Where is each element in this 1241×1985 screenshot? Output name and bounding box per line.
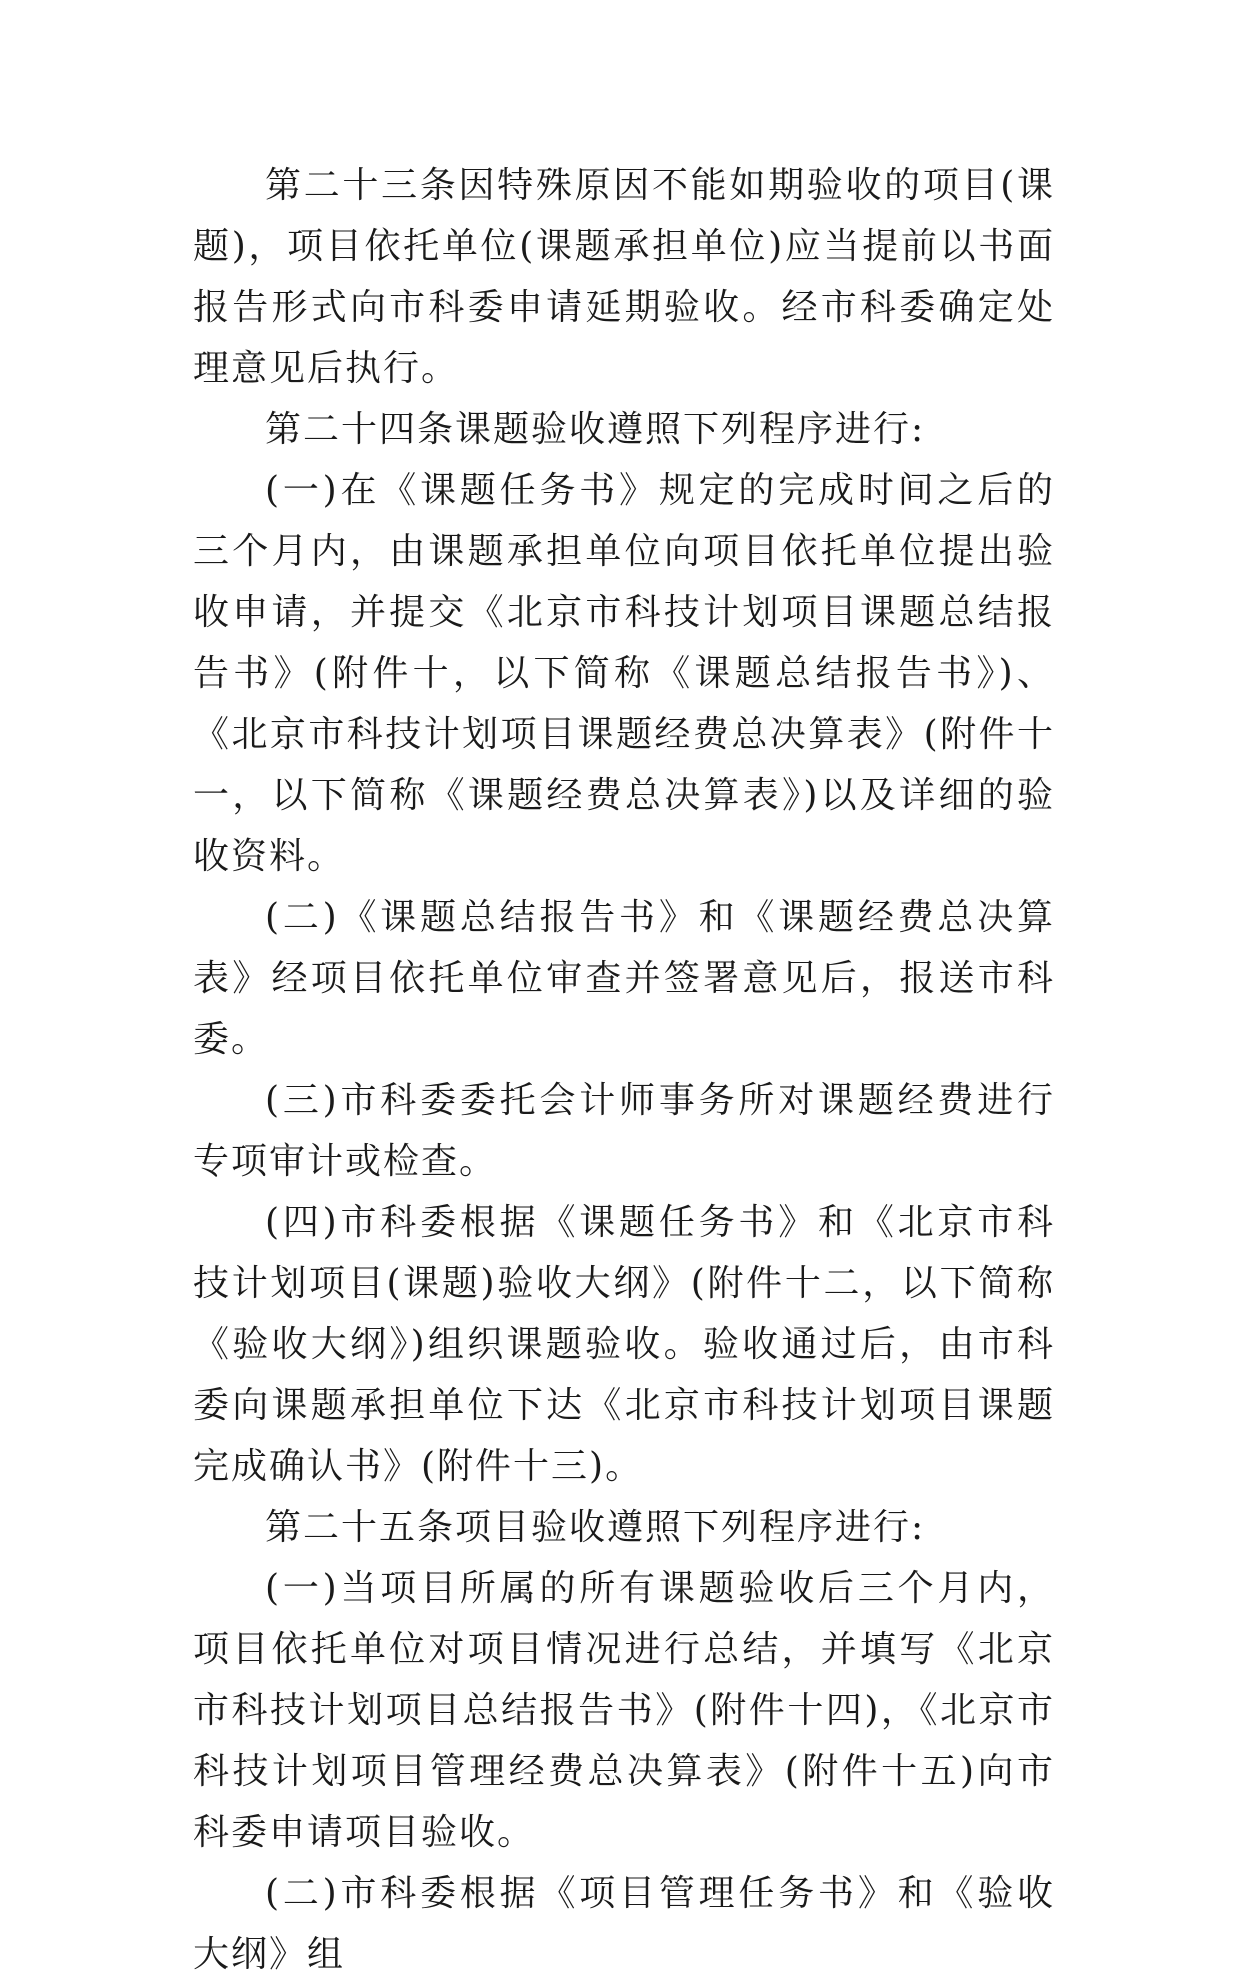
article-25-item-2: (二)市科委根据《项目管理任务书》和《验收大纲》组 [193, 1873, 1055, 1975]
article-24-item-2: (二)《课题总结报告书》和《课题经费总决算表》经项目依托单位审查并签署意见后，报送市科委。 [193, 897, 1055, 1060]
article-24-item-4: (四)市科委根据《课题任务书》和《北京市科技计划项目(课题)验收大纲》(附件十二，以下简称《验收大纲》)组织课题验收。验收通过后，由市科委向课题承担单位下达《北京市科技计划项目课题完成确认书》(附件十三)。 [193, 1202, 1055, 1487]
article-24-item-1: (一)在《课题任务书》规定的完成时间之后的三个月内，由课题承担单位向项目依托单位提出验收申请，并提交《北京市科技计划项目课题总结报告书》(附件十，以下简称《课题总结报告书》)、《北京市科技计划项目课题经费总决算表》(附件十一，以下简称《课题经费总决算表》)以及详细的验收资料。 [193, 470, 1055, 877]
article-24-heading: 第二十四条课题验收遵照下列程序进行: [265, 409, 926, 450]
document-body [193, 155, 1055, 1985]
article-23-paragraph: 第二十三条因特殊原因不能如期验收的项目(课题)，项目依托单位(课题承担单位)应当提前以书面报告形式向市科委申请延期验收。经市科委确定处理意见后执行。 [193, 165, 1055, 389]
article-25-heading: 第二十五条项目验收遵照下列程序进行: [265, 1507, 926, 1548]
article-25-item-1: (一)当项目所属的所有课题验收后三个月内，项目依托单位对项目情况进行总结，并填写《北京市科技计划项目总结报告书》(附件十四)，《北京市科技计划项目管理经费总决算表》(附件十五)向市科委申请项目验收。 [193, 1568, 1055, 1853]
article-24-item-3: (三)市科委委托会计师事务所对课题经费进行专项审计或检查。 [193, 1080, 1055, 1182]
